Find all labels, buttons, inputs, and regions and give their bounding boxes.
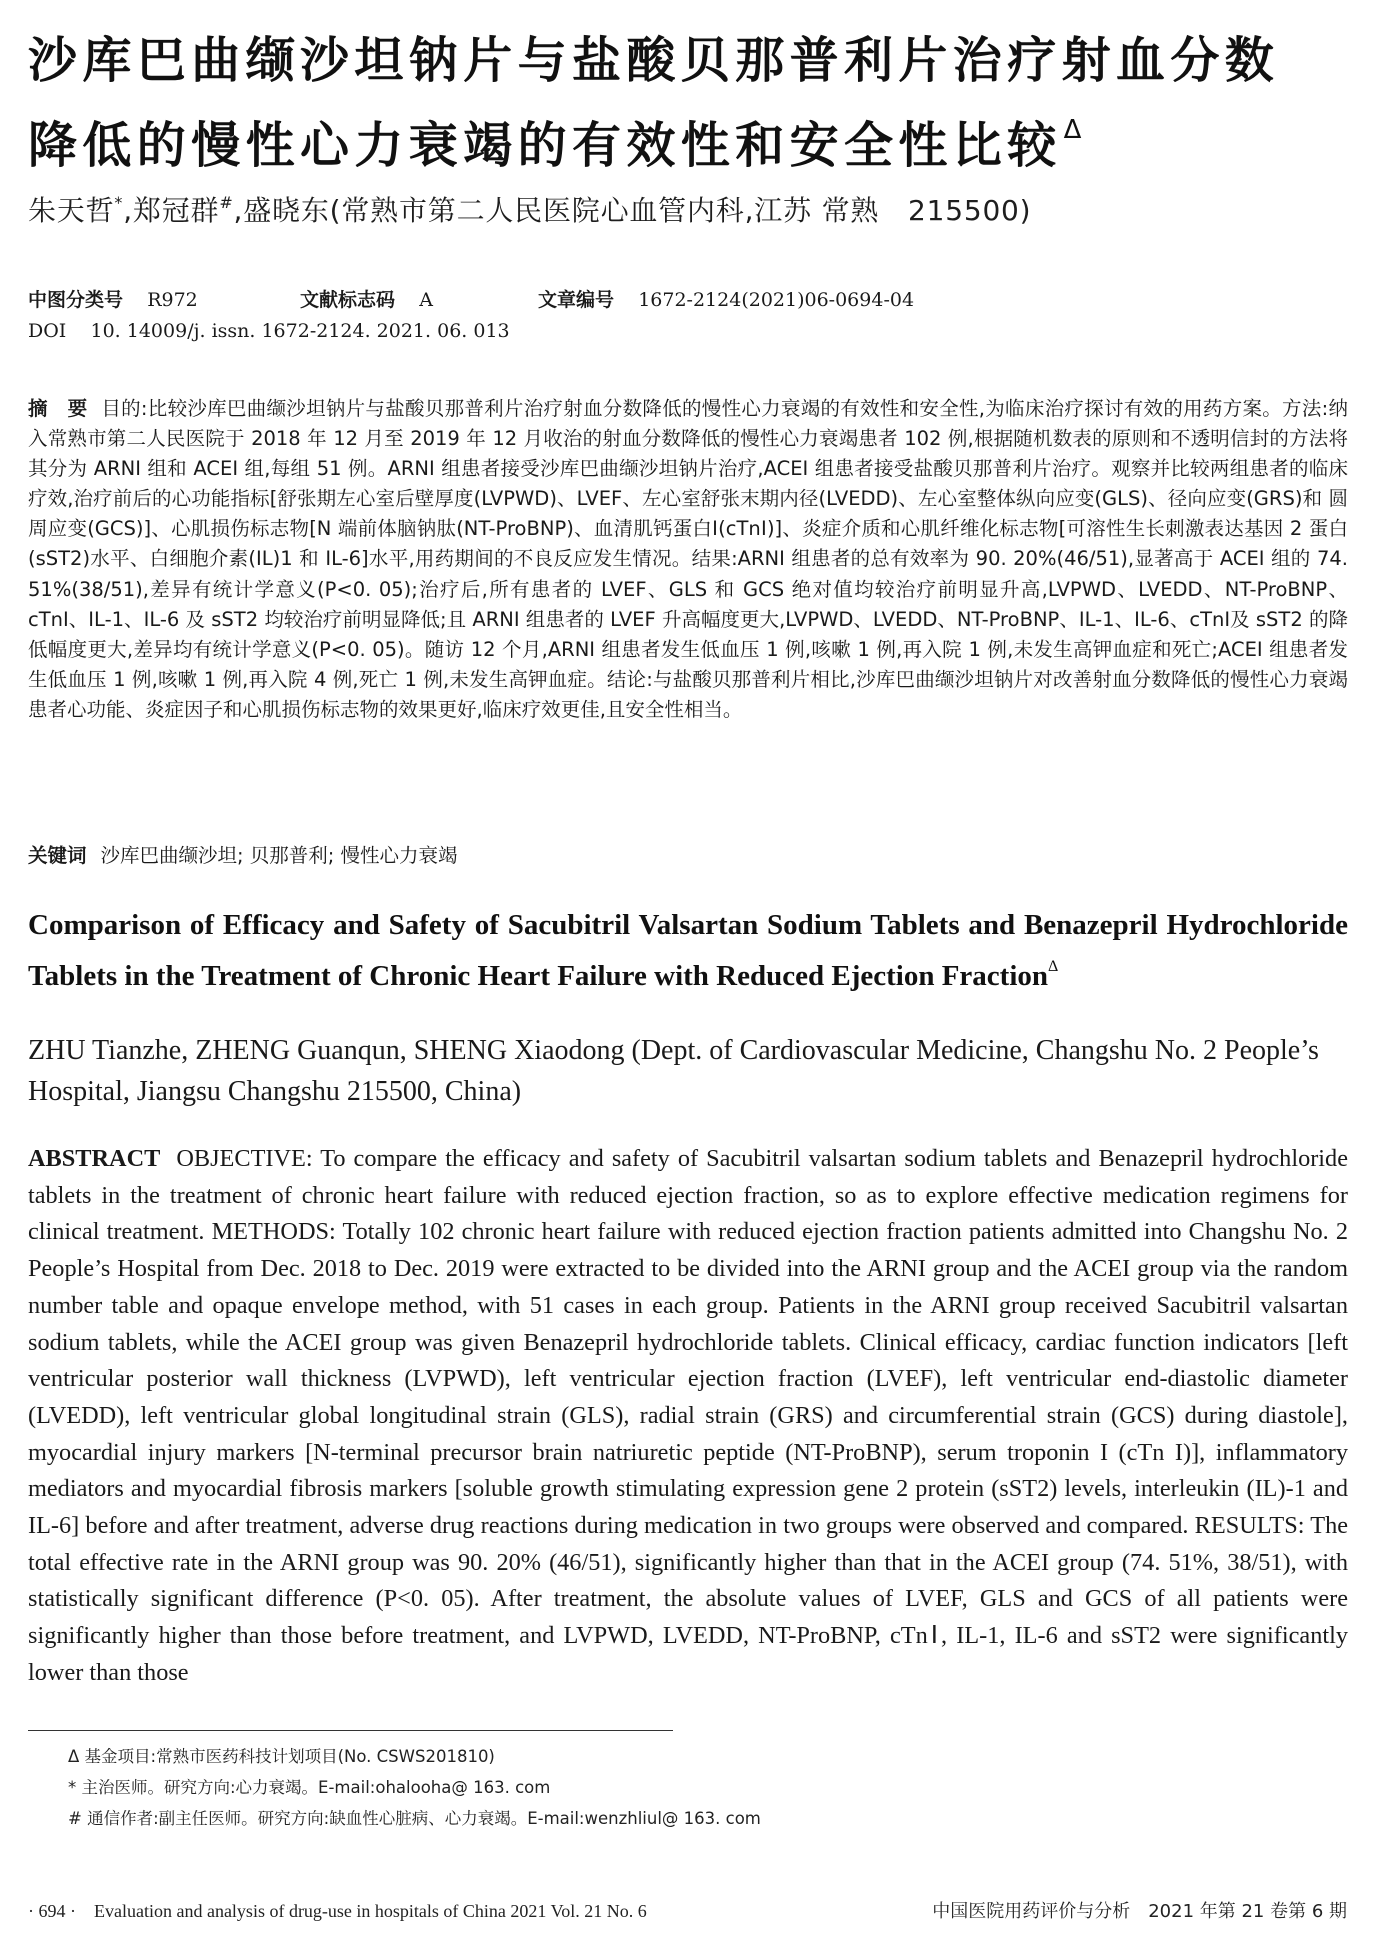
abstract-en [28,1141,1348,1692]
keywords-cn-label: 关键词 [28,844,87,867]
abstract-en-label: ABSTRACT [28,1145,161,1172]
footer-journal-en: · 694 · Evaluation and analysis of drug-use in hospitals of China 2021 Vol. 21 No. 6 [28,1901,647,1921]
article-no-label: 文章编号 [538,289,615,311]
footer-journal-cn: 中国医院用药评价与分析 2021 年第 21 卷第 6 期 [932,1901,1347,1922]
doc-code-label: 文献标志码 [300,289,396,311]
abstract-cn-label: 摘 要 [28,397,88,420]
doc-code [300,285,433,312]
author-1: 朱天哲 [28,194,115,227]
keywords-cn-text: 沙库巴曲缬沙坦; 贝那普利; 慢性心力衰竭 [100,844,458,867]
footnote-fund: Δ 基金项目:常熟市医药科技计划项目(No. CSWS201810) [68,1747,495,1766]
keywords-cn [28,841,1348,871]
fund-marker: Δ [1063,115,1082,145]
abstract-cn-text: 目的:比较沙库巴曲缬沙坦钠片与盐酸贝那普利片治疗射血分数降低的慢性心力衰竭的有效性和安全性,为临床治疗探讨有效的用药方案。方法:纳入常熟市第二人民医院于 2018 年 12 月至 2019 年 12 月收治的射血分数降低的慢性心力衰竭患者 102 例,根据随机数表的原则和不透明信封的方法将其分为 ARNI 组和 ACEI 组,每组 51 例。ARNI 组患者接受沙库巴曲缬沙坦钠片治疗,ACEI 组患者接受盐酸贝那普利片治疗。观察并比较两组患者的临床疗效,治疗前后的心功能指标[舒张期左心室后壁厚度(LVPWD)、LVEF、左心室舒张末期内径(LVEDD)、左心室整体纵向应变(GLS)、径向应变(GRS)和 圆周应变(GCS)]、心肌损伤标志物[N 端前体脑钠肽(NT-ProBNP)、血清肌钙蛋白Ⅰ(cTnⅠ)]、炎症介质和心肌纤维化标志物[可溶性生长刺激表达基因 2 蛋白(sST2)水平、白细胞介素(IL)1 和 IL-6]水平,用药期间的不良反应发生情况。结果:ARNI 组患者的总有效率为 90. 20%(46/51),显著高于 ACEI 组的 74. 51%(38/51),差异有统计学意义(P<0. 05);治疗后,所有患者的 LVEF、GLS 和 GCS 绝对值均较治疗前明显升高,LVPWD、LVEDD、NT-ProBNP、cTnⅠ、IL-1、IL-6 及 sST2 均较治疗前明显降低;且 ARNI 组患者的 LVEF 升高幅度更大,LVPWD、LVEDD、NT-ProBNP、IL-1、IL-6、cTnⅠ及 sST2 的降低幅度更大,差异均有统计学意义(P<0. 05)。随访 12 个月,ARNI 组患者发生低血压 1 例,咳嗽 1 例,再入院 1 例,未发生高钾血症和死亡;ACEI 组患者发生低血压 1 例,咳嗽 1 例,再入院 4 例,死亡 1 例,未发生高钾血症。结论:与盐酸贝那普利片相比,沙库巴曲缬沙坦钠片对改善射血分数降低的慢性心力衰竭患者心功能、炎症因子和心肌损伤标志物的效果更好,临床疗效更佳,且安全性相当。 [28,397,1348,721]
author-1-mark: * [114,193,124,212]
authors-en: ZHU Tianzhe, ZHENG Guanqun, SHENG Xiaodong (Dept. of Cardiovascular Medicine, Changshu No. 2 People’s Hospital, Jiangsu Changshu 215500, China) [28,1035,1319,1107]
article-number [538,285,914,312]
footnote-author: * 主治医师。研究方向:心力衰竭。E-mail:ohalooha@ 163. com [68,1778,551,1797]
doi [28,320,510,342]
clc-number [28,285,198,312]
article-no-value: 1672-2124(2021)06-0694-04 [638,289,915,311]
title-en [28,905,1348,997]
doc-code-value: A [419,289,433,311]
affiliation-cn: (常熟市第二人民医院心血管内科,江苏 常熟 215500) [329,194,1032,227]
title-cn-line1: 沙库巴曲缬沙坦钠片与盐酸贝那普利片治疗射血分数 [28,32,1280,89]
title-cn-line2-text: 降低的慢性心力衰竭的有效性和安全性比较 [28,117,1062,174]
author-3: 盛晓东 [243,194,330,227]
title-cn-line2 [28,107,1348,177]
title-en-marker: Δ [1048,958,1059,975]
abstract-cn [28,394,1348,725]
clc-value: R972 [147,289,198,311]
clc-label: 中图分类号 [28,289,124,311]
authors-cn: 朱天哲*,郑冠群#,盛晓东(常熟市第二人民医院心血管内科,江苏 常熟 215500) [28,193,1032,227]
footnote-corresponding: # 通信作者:副主任医师。研究方向:缺血性心脏病、心力衰竭。E-mail:wenzhliul@ 163. com [68,1809,761,1828]
abstract-en-text: OBJECTIVE: To compare the efficacy and safety of Sacubitril valsartan sodium tablets and Benazepril hydrochloride tablets in the treatment of chronic heart failure with reduced ejection fraction, so as to explore effective medication regimens for clinical treatment. METHODS: Totally 102 chronic heart failure with reduced ejection fraction patients admitted into Changshu No. 2 People’s Hospital from Dec. 2018 to Dec. 2019 were extracted to be divided into the ARNI group and the ACEI group via the random number table and opaque envelope method, with 51 cases in each group. Patients in the ARNI group received Sacubitril valsartan sodium tablets, while the ACEI group was given Benazepril hydrochloride tablets. Clinical efficacy, cardiac function indicators [left ventricular posterior wall thickness (LVPWD), left ventricular ejection fraction (LVEF), left ventricular end-diastolic diameter (LVEDD), left ventricular global longitudinal strain (GLS), radial strain (GRS) and circumferential strain (GCS) during diastole], myocardial injury markers [N-terminal precursor brain natriuretic peptide (NT-ProBNP), serum troponin I (cTn I)], inflammatory mediators and myocardial fibrosis markers [soluble growth stimulating expression gene 2 protein (sST2) levels, interleukin (IL)-1 and IL-6] before and after treatment, adverse drug reactions during medication in two groups were observed and compared. RESULTS: The total effective rate in the ARNI group was 90. 20% (46/51), significantly higher than that in the ACEI group (74. 51%, 38/51), with statistically significant difference (P<0. 05). After treatment, the absolute values of LVEF, GLS and GCS of all patients were significantly higher than those before treatment, and LVPWD, LVEDD, NT-ProBNP, cTnⅠ, IL-1, IL-6 and sST2 were significantly lower than those [28,1145,1348,1686]
doi-value: 10. 14009/j. issn. 1672-2124. 2021. 06. 013 [90,320,510,342]
author-2-mark: # [219,193,234,212]
doi-label: DOI [28,320,67,342]
footnote-divider [28,1730,673,1731]
title-en-text: Comparison of Efficacy and Safety of Sacubitril Valsartan Sodium Tablets and Benazepril Hydrochloride Tablets in the Treatment of Chronic Heart Failure with Reduced Ejection Fraction [28,909,1348,992]
author-2: 郑冠群 [132,194,220,227]
